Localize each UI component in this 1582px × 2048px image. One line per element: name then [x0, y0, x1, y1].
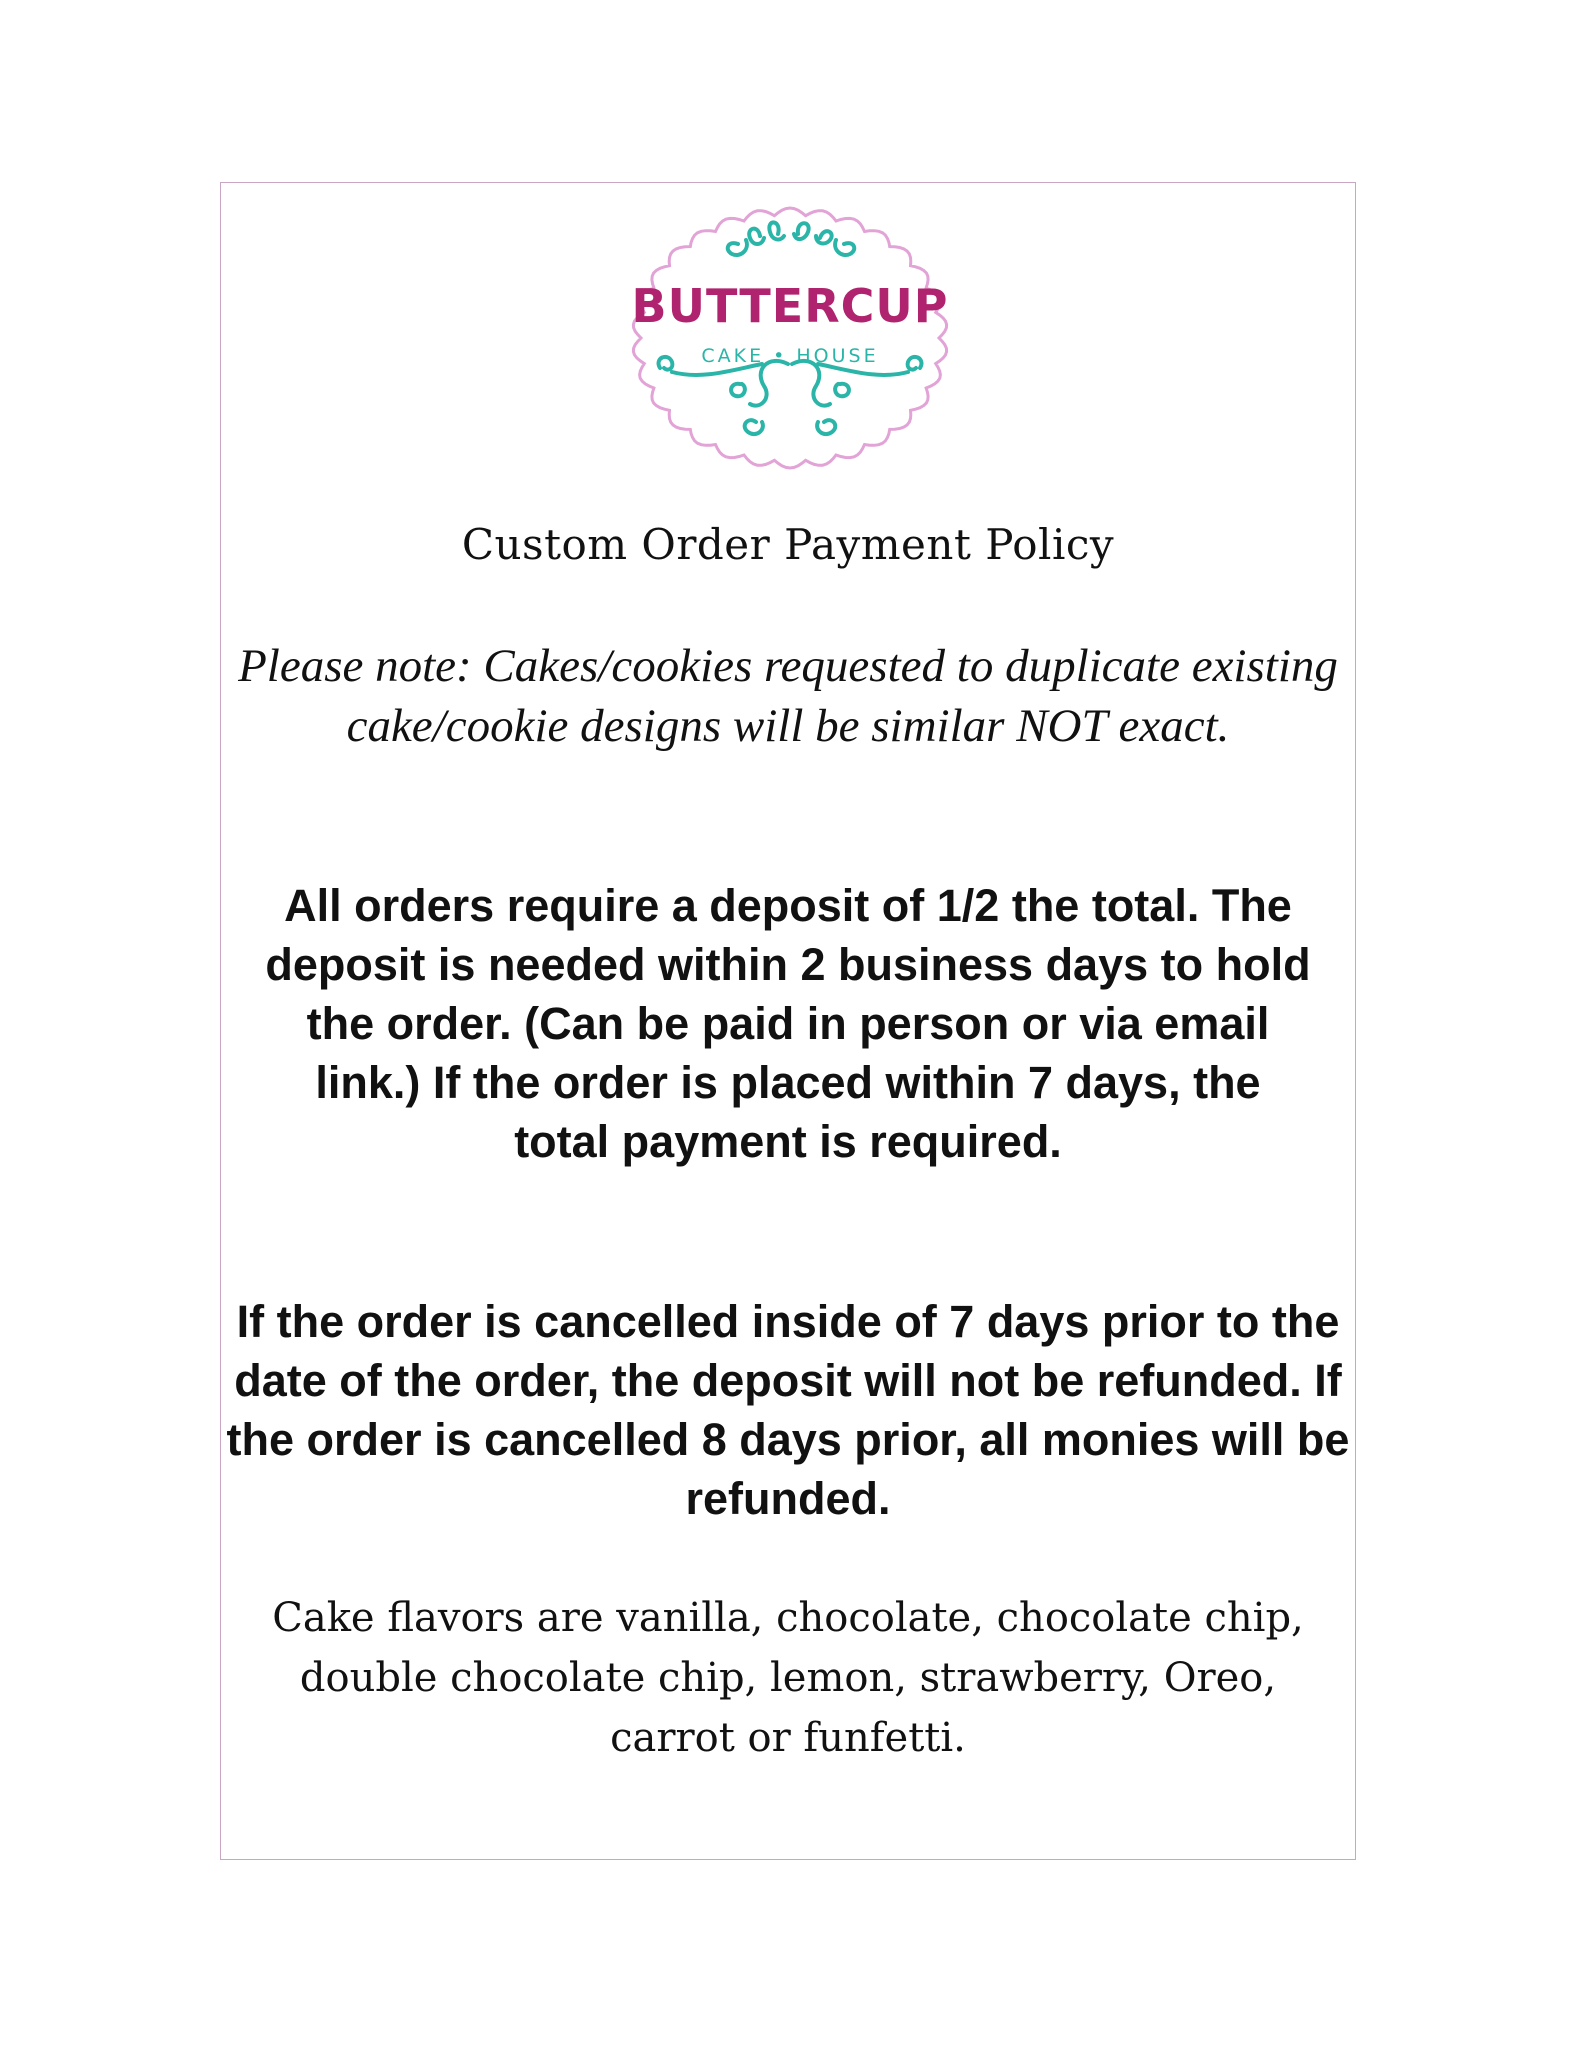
cake-flavors: Cake flavors are vanilla, chocolate, chocolate chip, double chocolate chip, lemon, strawberry, Oreo, carrot or funfetti. — [272, 1595, 1304, 1761]
deposit-policy: All orders require a deposit of 1/2 the total. The deposit is needed within 2 business days to hold the order. (Can be paid in person or via email link.) If the order is placed within 7 days, the total payment is required. — [265, 880, 1311, 1167]
design-duplication-note: Please note: Cakes/cookies requested to duplicate existing cake/cookie designs will be similar NOT exact. — [238, 640, 1338, 752]
page-title: Custom Order Payment Policy — [461, 520, 1115, 569]
cancellation-policy: If the order is cancelled inside of 7 days prior to the date of the order, the deposit will not be refunded. If the order is cancelled 8 days prior, all monies will be refunded. — [226, 1296, 1350, 1524]
logo-subtitle: CAKE • HOUSE — [701, 345, 879, 367]
buttercup-cake-house-logo — [620, 196, 960, 480]
logo-brand-name: BUTTERCUP — [631, 279, 949, 333]
